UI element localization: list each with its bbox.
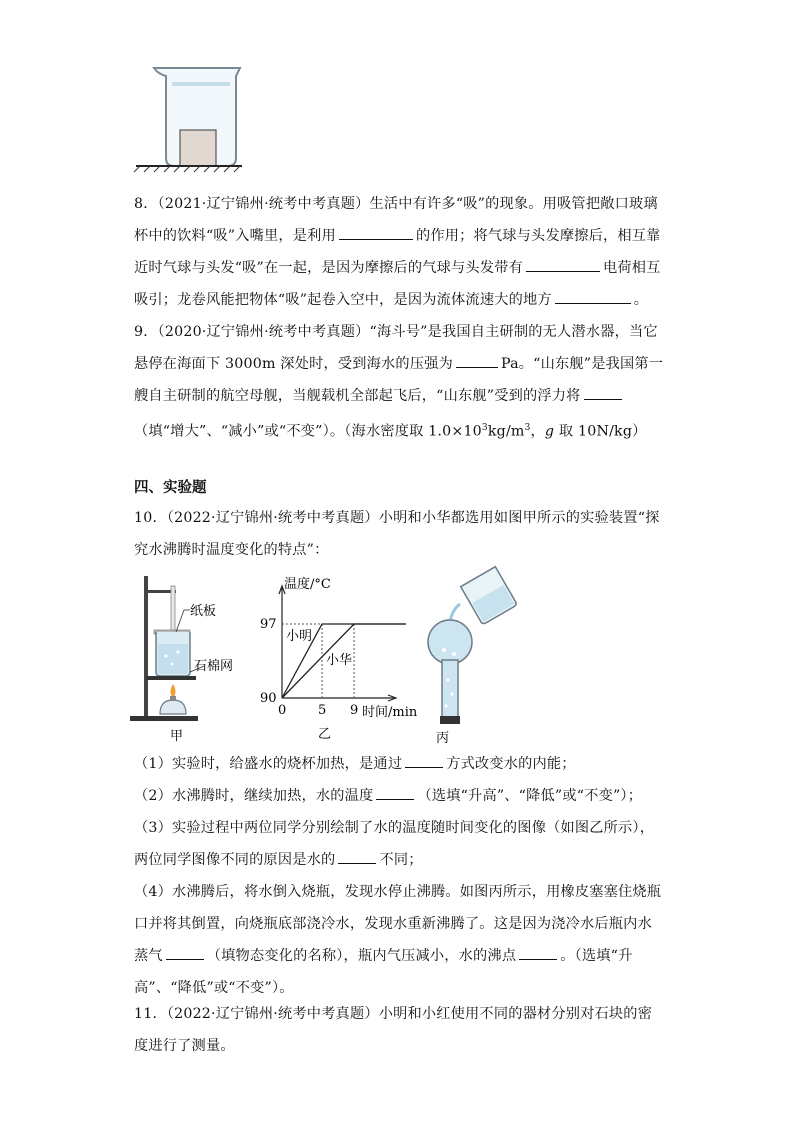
asbestos-mesh: [146, 676, 196, 680]
q9-text-3: （填“增大”、“减小”或“不变”）。（海水密度取 1.0×10: [134, 423, 482, 440]
block-in-beaker: [180, 130, 216, 166]
y-axis-label: 温度/°C: [284, 577, 331, 592]
y-tick-label: 90: [260, 691, 277, 706]
q8-blank-1: [339, 238, 413, 240]
figure-bing-flask: [416, 560, 526, 746]
q8-text-1: 8．（2021·辽宁锦州·统考中考真题）生活中有许多“吸”的现象。用吸管把敞口玻璃杯中的饮料“吸”入嘴里，是利用: [134, 196, 658, 244]
q10-sub3-text-a: （3）实验过程中两位同学分别绘制了水的温度随时间变化的图像（如图乙所示），两位同学图像不同的原因是水的: [134, 820, 655, 868]
section-heading: 四、实验题: [134, 480, 207, 496]
flask-bulb: [428, 620, 472, 664]
q10-sub1-text-b: 方式改变水的内能；: [446, 756, 576, 772]
question-9: [134, 316, 664, 448]
q10-sub1-text-a: （1）实验时，给盛水的烧杯加热，是通过: [134, 756, 403, 772]
q10-sub1-blank: [405, 766, 443, 768]
q9-text-5: ，: [530, 423, 545, 440]
q9-text-4: kg/m: [487, 423, 525, 440]
label-paper-board: 纸板: [190, 604, 217, 619]
question-11: 11．（2022·辽宁锦州·统考中考真题）小明和小红使用不同的器材分别对石块的密度进行了测量。: [134, 1006, 653, 1054]
q10-sub2-blank: [376, 798, 414, 800]
question-10-intro: 10．（2022·辽宁锦州·统考中考真题）小明和小华都选用如图甲所示的实验装置“探究水沸腾时温度变化的特点”：: [134, 510, 660, 558]
caption-bing: 丙: [436, 731, 450, 746]
q10-sub3-text-b: 不同；: [379, 852, 423, 868]
figure-yi-chart: [258, 574, 428, 744]
q9-blank-1: [456, 366, 498, 368]
question-8: [134, 188, 664, 316]
q10-sub4-text-b: （填物态变化的名称），瓶内气压减小，水的沸点: [206, 948, 517, 964]
alcohol-lamp: [160, 700, 186, 714]
q8-text-2: 的作用；将气球与头发摩擦后，相互靠近时气球与头发“吸”在一起，是因为摩擦后的气球与头发带有: [134, 228, 661, 276]
q10-sub4-text-a: （4）水沸腾后，将水倒入烧瓶，发现水停止沸腾。如图丙所示，用橡皮塞塞住烧瓶口并将其倒置，向烧瓶底部浇冷水，发现水重新沸腾了。这是因为浇冷水后瓶内水蒸气: [134, 884, 662, 964]
q9-blank-2: [584, 398, 622, 400]
q10-sub2-text-b: （选填“升高”、“降低”或“不变”）；: [417, 788, 643, 804]
x-axis-label: 时间/min: [362, 705, 418, 720]
stand-rod: [144, 576, 148, 718]
stand-base: [130, 716, 198, 721]
q10-sub4-text-c: 。（选填“升高”、“降低”或“不变”）。: [134, 948, 633, 996]
q8-blank-3: [555, 302, 631, 304]
label-asbestos-mesh: 石棉网: [194, 659, 234, 674]
q9-g-symbol: g: [544, 423, 555, 440]
series-label-xiaohua: 小华: [326, 653, 353, 668]
q10-sub1: [134, 748, 664, 780]
y-tick-label: 97: [260, 617, 277, 632]
q9-sup-1: 3: [481, 423, 488, 433]
figure-jia-apparatus: [126, 572, 256, 744]
caption-jia: 甲: [170, 729, 184, 744]
q10-sub4-blank-1: [166, 958, 204, 960]
q9-text-1: 9．（2020·辽宁锦州·统考中考真题）“海斗号”是我国自主研制的无人潜水器，当它悬停在海面下 3000m 深处时，受到海水的压强为: [134, 324, 658, 372]
flame: [171, 684, 176, 698]
x-tick-label: 5: [318, 703, 327, 718]
beaker-figure: [130, 62, 250, 174]
q10-sub2: [134, 780, 664, 812]
x-tick-label: 0: [278, 703, 287, 718]
q9-text-6: 取 10N/kg）: [554, 423, 647, 440]
q10-sub4: [134, 876, 664, 1004]
q10-sub4-blank-2: [519, 958, 557, 960]
flask-neck: [442, 660, 458, 718]
q10-sub3-blank: [338, 862, 376, 864]
q8-blank-2: [526, 270, 600, 272]
rubber-stopper: [440, 716, 460, 724]
x-tick-label: 9: [350, 703, 359, 718]
q8-text-4: 。: [633, 292, 649, 308]
series-label-xiaoming: 小明: [286, 629, 313, 644]
q8-text-3: 电荷相互吸引；龙卷风能把物体“吸”起卷入空中，是因为流体流速大的地方: [134, 260, 661, 308]
q9-text-2: Pa。“山东舰”是我国第一艘自主研制的航空母舰，当舰载机全部起飞后，“山东舰”受到的浮力将: [134, 356, 664, 404]
q10-sub2-text-a: （2）水沸腾时，继续加热，水的温度: [134, 788, 374, 804]
caption-yi: 乙: [318, 727, 332, 742]
q9-sup-2: 3: [524, 423, 531, 433]
q10-sub3: [134, 812, 664, 876]
